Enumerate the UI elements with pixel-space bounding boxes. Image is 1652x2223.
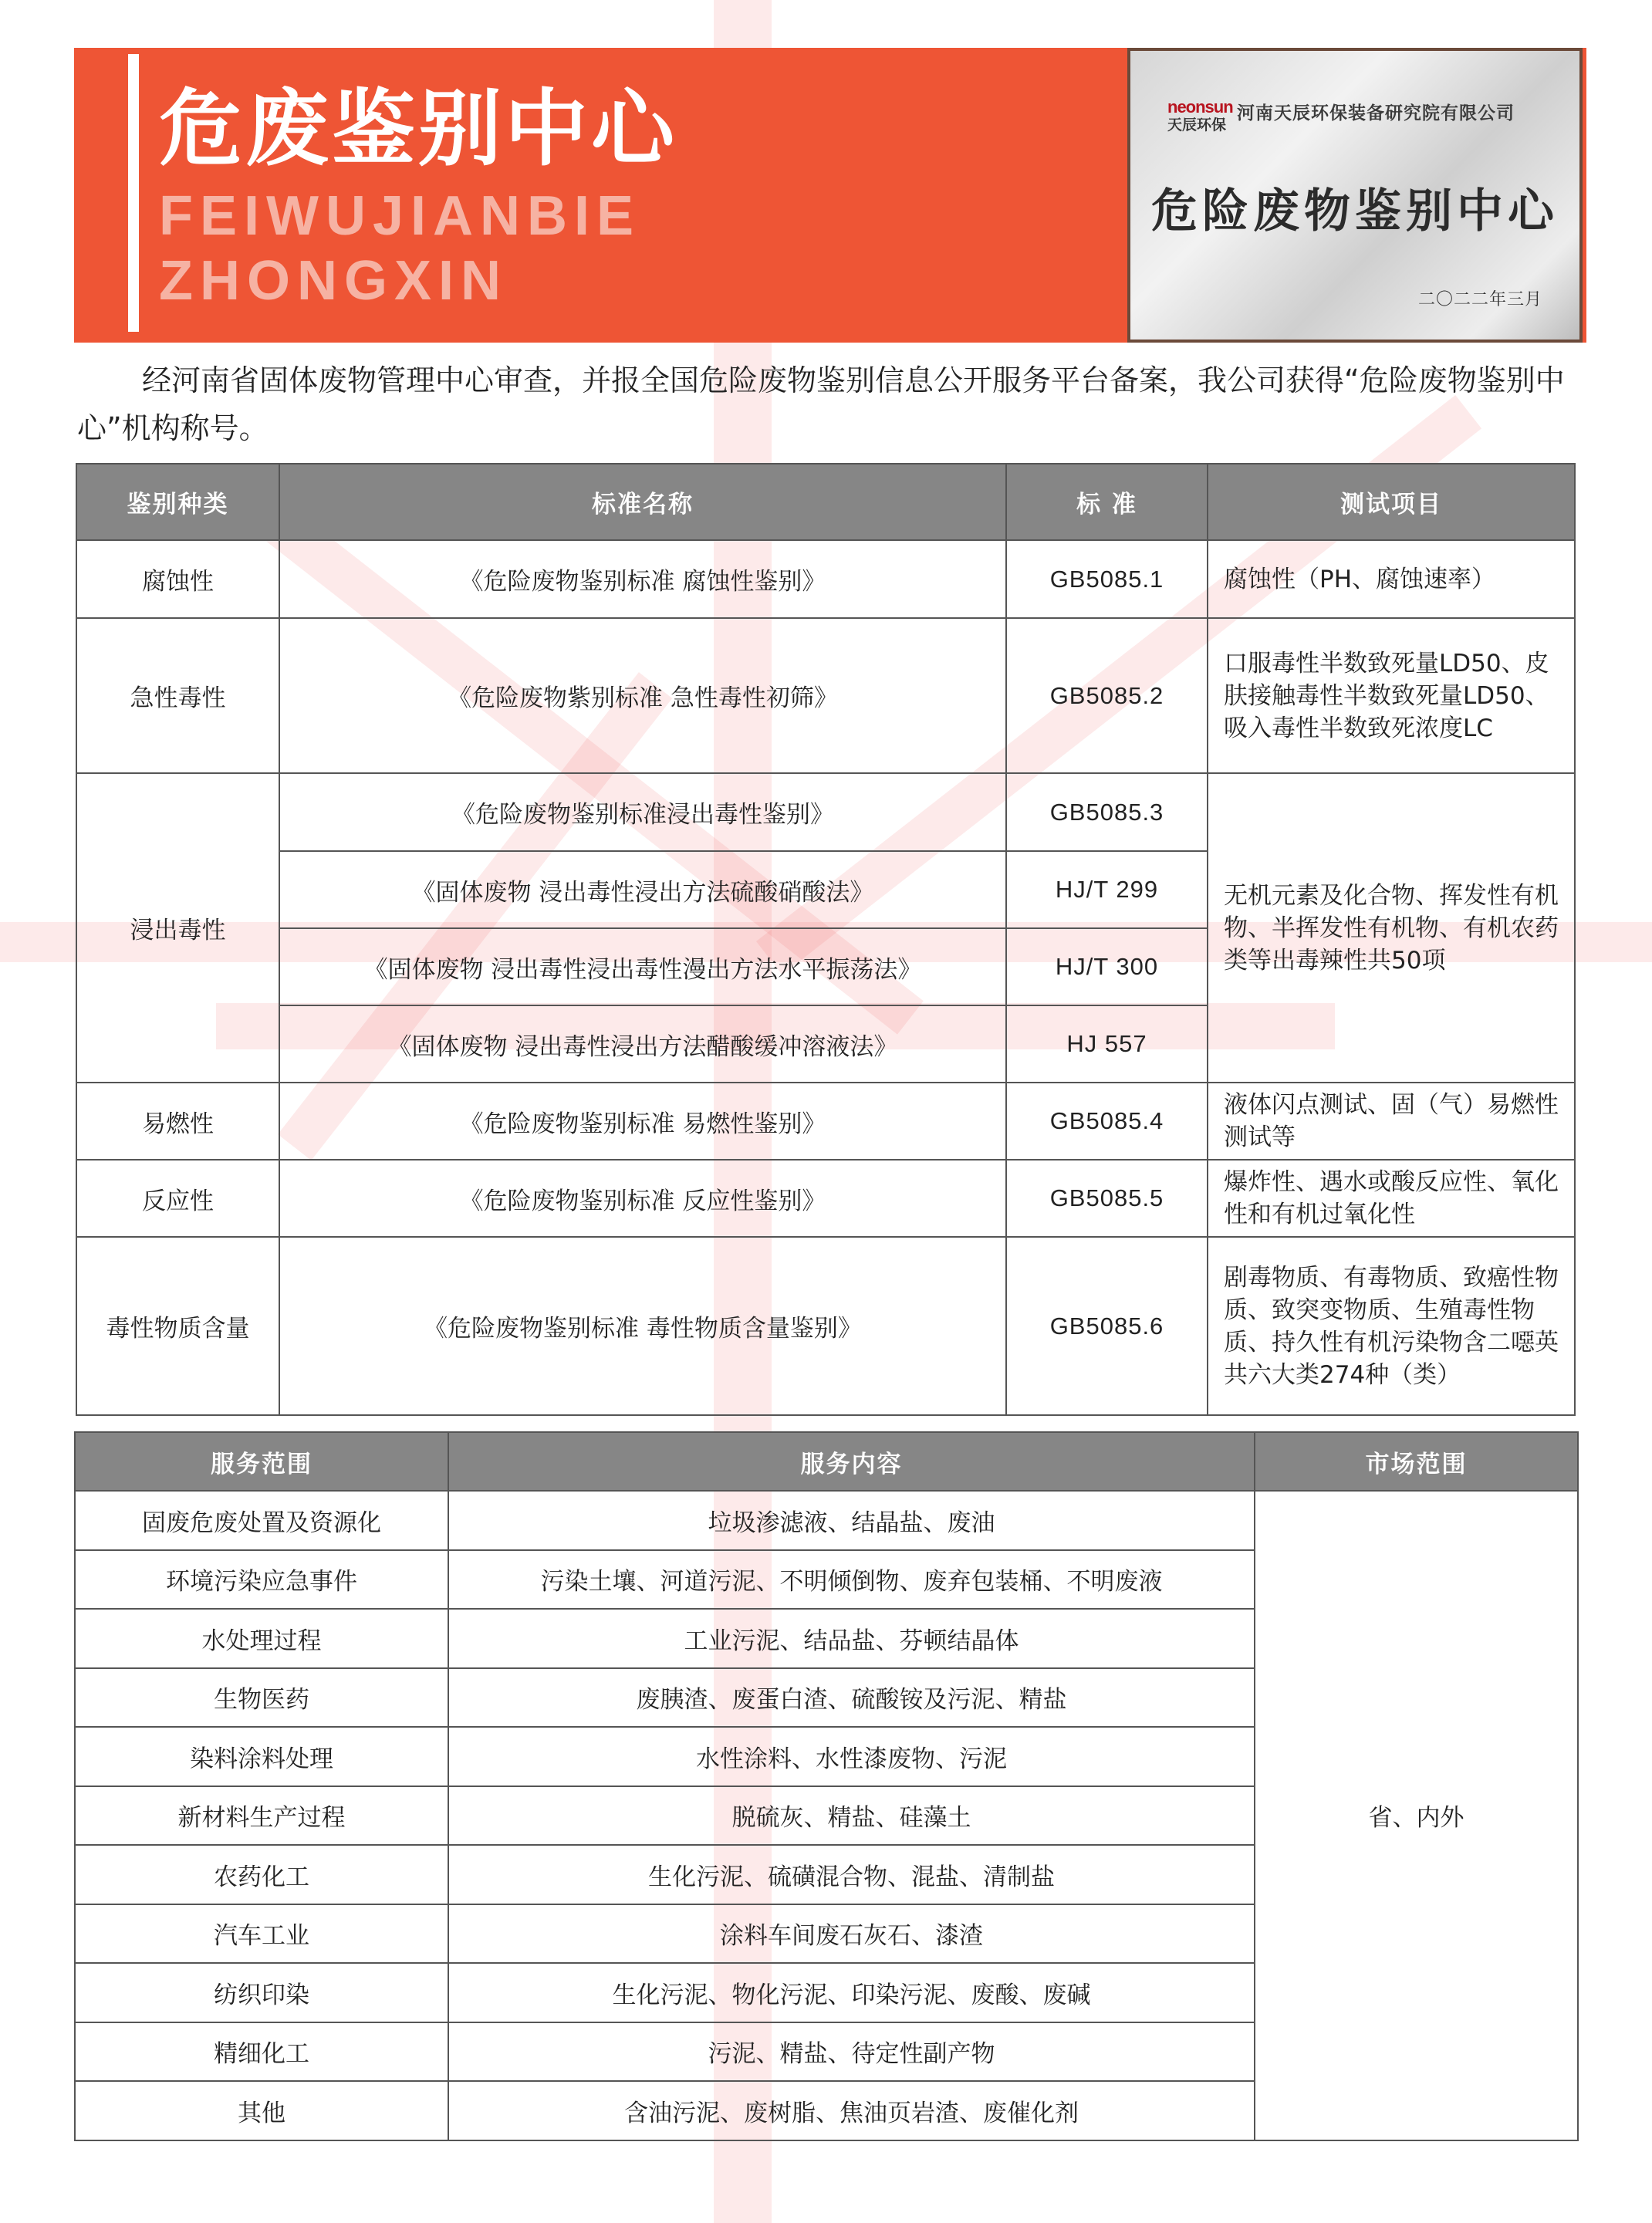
test-items-cell: 爆炸性、遇水或酸反应性、氧化性和有机过氧化性 bbox=[1208, 1160, 1575, 1237]
standard-code-cell: HJ 557 bbox=[1006, 1005, 1208, 1083]
plaque-title: 危险废物鉴别中心 bbox=[1151, 184, 1559, 238]
column-header: 市场范围 bbox=[1255, 1432, 1578, 1491]
table-row bbox=[76, 1237, 1575, 1415]
page-title: 危废鉴别中心 bbox=[159, 81, 678, 177]
standard-code-cell: GB5085.2 bbox=[1006, 618, 1208, 773]
test-items-cell: 无机元素及化合物、挥发性有机物、半挥发性有机物、有机农药类等出毒辣性共50项 bbox=[1208, 773, 1575, 1083]
column-header: 标 准 bbox=[1006, 464, 1208, 540]
service-content-cell: 水性涂料、水性漆废物、污泥 bbox=[448, 1727, 1255, 1786]
category-cell: 浸出毒性 bbox=[76, 773, 279, 1083]
service-content-cell: 污染土壤、河道污泥、不明倾倒物、废弃包装桶、不明废液 bbox=[448, 1550, 1255, 1610]
service-scope-cell: 汽车工业 bbox=[75, 1904, 448, 1964]
header-banner bbox=[74, 48, 1586, 343]
category-cell: 腐蚀性 bbox=[76, 540, 279, 618]
service-scope-cell: 环境污染应急事件 bbox=[75, 1550, 448, 1610]
table-row bbox=[76, 540, 1575, 618]
intro-paragraph: 经河南省固体废物管理中心审查，并报全国危险废物鉴别信息公开服务平台备案，我公司获得“危险废物鉴别中心”机构称号。 bbox=[77, 363, 1565, 445]
standard-code-cell: HJ/T 300 bbox=[1006, 928, 1208, 1005]
service-scope-cell: 生物医药 bbox=[75, 1668, 448, 1728]
table-row bbox=[76, 1160, 1575, 1237]
standard-code-cell: HJ/T 299 bbox=[1006, 851, 1208, 928]
english-title-line: ZHONGXIN bbox=[159, 250, 508, 312]
standard-name-cell: 《固体废物 浸出毒性浸出毒性漫出方法水平振荡法》 bbox=[279, 928, 1006, 1005]
category-cell: 反应性 bbox=[76, 1160, 279, 1237]
test-items-cell: 口服毒性半数致死量LD50、皮肤接触毒性半数致死量LD50、吸入毒性半数致死浓度LC bbox=[1208, 618, 1575, 773]
table-row bbox=[75, 1491, 1578, 1550]
company-logo bbox=[1167, 99, 1234, 134]
logo-text: 天辰环保 bbox=[1167, 117, 1227, 133]
table-header-row bbox=[76, 464, 1575, 540]
service-content-cell: 工业污泥、结品盐、芬顿结晶体 bbox=[448, 1609, 1255, 1668]
standard-name-cell: 《固体废物 浸出毒性浸出方法醋酸缓冲溶液法》 bbox=[279, 1005, 1006, 1083]
service-scope-cell: 水处理过程 bbox=[75, 1609, 448, 1668]
column-header: 服务范围 bbox=[75, 1432, 448, 1491]
column-header: 标准名称 bbox=[279, 464, 1006, 540]
standard-code-cell: GB5085.5 bbox=[1006, 1160, 1208, 1237]
service-scope-cell: 精细化工 bbox=[75, 2022, 448, 2082]
standard-code-cell: GB5085.1 bbox=[1006, 540, 1208, 618]
standard-code-cell: GB5085.3 bbox=[1006, 773, 1208, 851]
standard-name-cell: 《固体废物 浸出毒性浸出方法硫酸硝酸法》 bbox=[279, 851, 1006, 928]
service-content-cell: 含油污泥、废树脂、焦油页岩渣、废催化剂 bbox=[448, 2081, 1255, 2140]
service-scope-cell: 纺织印染 bbox=[75, 1963, 448, 2022]
test-items-cell: 液体闪点测试、固（气）易燃性测试等 bbox=[1208, 1083, 1575, 1160]
test-items-cell: 剧毒物质、有毒物质、致癌性物质、致突变物质、生殖毒性物质、持久性有机污染物含二噁英共六大类274种（类） bbox=[1208, 1237, 1575, 1415]
table-header-row bbox=[75, 1432, 1578, 1491]
service-content-cell: 生化污泥、硫磺混合物、混盐、清制盐 bbox=[448, 1845, 1255, 1904]
standard-name-cell: 《危险废物紫别标准 急性毒性初筛》 bbox=[279, 618, 1006, 773]
column-header: 鉴别种类 bbox=[76, 464, 279, 540]
table-row bbox=[76, 618, 1575, 773]
service-content-cell: 涂料车间废石灰石、漆渣 bbox=[448, 1904, 1255, 1964]
page-title-english bbox=[159, 184, 640, 313]
logo-mark: neonsun bbox=[1167, 97, 1233, 117]
service-content-cell: 脱硫灰、精盐、硅藻土 bbox=[448, 1786, 1255, 1846]
banner-accent-bar bbox=[128, 54, 139, 332]
table-row bbox=[76, 1083, 1575, 1160]
column-header: 服务内容 bbox=[448, 1432, 1255, 1491]
plaque-date: 二〇二二年三月 bbox=[1417, 290, 1542, 309]
standard-code-cell: GB5085.4 bbox=[1006, 1083, 1208, 1160]
market-scope-cell: 省、内外 bbox=[1255, 1491, 1578, 2140]
service-scope-cell: 其他 bbox=[75, 2081, 448, 2140]
category-cell: 毒性物质含量 bbox=[76, 1237, 279, 1415]
standard-code-cell: GB5085.6 bbox=[1006, 1237, 1208, 1415]
service-table bbox=[74, 1431, 1579, 2141]
service-content-cell: 废胰渣、废蛋白渣、硫酸铵及污泥、精盐 bbox=[448, 1668, 1255, 1728]
english-title-line: FEIWUJIANBIE bbox=[159, 185, 641, 247]
category-cell: 急性毒性 bbox=[76, 618, 279, 773]
service-content-cell: 生化污泥、物化污泥、印染污泥、废酸、废碱 bbox=[448, 1963, 1255, 2022]
service-scope-cell: 新材料生产过程 bbox=[75, 1786, 448, 1846]
standard-name-cell: 《危险废物鉴别标准 反应性鉴别》 bbox=[279, 1160, 1006, 1237]
standard-name-cell: 《危险废物鉴别标准浸出毒性鉴别》 bbox=[279, 773, 1006, 851]
standard-name-cell: 《危险废物鉴别标准 腐蚀性鉴别》 bbox=[279, 540, 1006, 618]
service-scope-cell: 农药化工 bbox=[75, 1845, 448, 1904]
category-cell: 易燃性 bbox=[76, 1083, 279, 1160]
service-content-cell: 污泥、精盐、待定性副产物 bbox=[448, 2022, 1255, 2082]
standard-name-cell: 《危险废物鉴别标准 易燃性鉴别》 bbox=[279, 1083, 1006, 1160]
identification-table bbox=[76, 463, 1576, 1416]
plaque-company-name: 河南天辰环保装备研究院有限公司 bbox=[1237, 103, 1515, 123]
certificate-plaque-photo bbox=[1127, 48, 1583, 343]
service-scope-cell: 染料涂料处理 bbox=[75, 1727, 448, 1786]
column-header: 测试项目 bbox=[1208, 464, 1575, 540]
table-row bbox=[76, 773, 1575, 851]
service-scope-cell: 固废危废处置及资源化 bbox=[75, 1491, 448, 1550]
standard-name-cell: 《危险废物鉴别标准 毒性物质含量鉴别》 bbox=[279, 1237, 1006, 1415]
service-content-cell: 垃圾渗滤液、结晶盐、废油 bbox=[448, 1491, 1255, 1550]
test-items-cell: 腐蚀性（PH、腐蚀速率） bbox=[1208, 540, 1575, 618]
